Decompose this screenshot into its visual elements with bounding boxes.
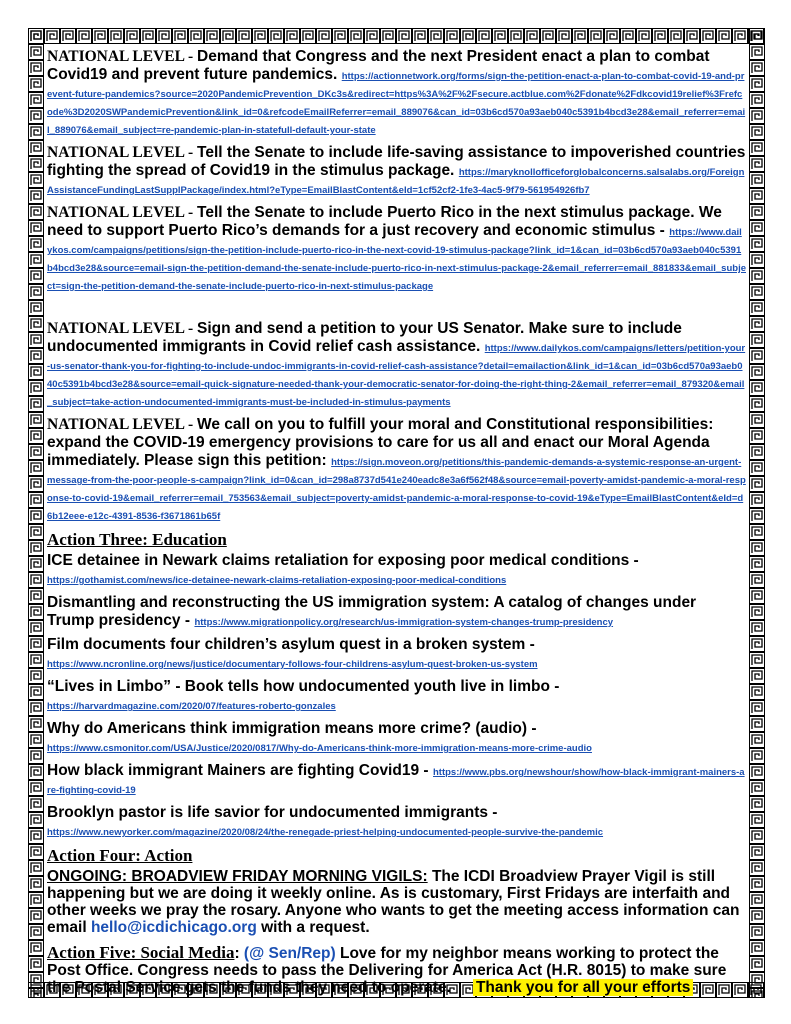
- vigil-body: The ICDI Broadview Prayer Vigil is still happening but we are doing it weekly online. As is customary, First Fridays are interfaith and other weeks we pray the rosary. Anyone who wants to get the meeting access information can email: [47, 868, 740, 936]
- national-level-label: NATIONAL LEVEL -: [47, 320, 198, 337]
- national-level-label: NATIONAL LEVEL -: [47, 204, 198, 221]
- petition-link[interactable]: https://www.dailykos.com/campaigns/petitions/sign-the-petition-include-puerto-rico-in-the-next-covid-19-stimulus-package?link_id=1&can_id=03b6cd570a93aeb040c5391b4bcd3e28&source=email-sign-the-petition-demand-the-senate-include-puerto-rico-in-next-stimulus-package-2&email_referrer=email_881833&email_subject=sign-the-petition-demand-the-senate-include-puerto-rico-in-next-stimulus-package: [47, 227, 746, 292]
- article-title: Brooklyn pastor is life savior for undocumented immigrants -: [47, 804, 498, 821]
- national-level-label: NATIONAL LEVEL -: [47, 48, 198, 65]
- education-item: [47, 552, 747, 588]
- article-title: Dismantling and reconstructing the US immigration system: A catalog of changes under Trump presidency -: [47, 594, 697, 629]
- education-item: [47, 804, 747, 840]
- education-item: [47, 762, 747, 798]
- section-heading-social: Action Five: Social Media: [47, 943, 235, 962]
- national-level-label: NATIONAL LEVEL -: [47, 144, 198, 161]
- national-item: [47, 204, 747, 294]
- article-link[interactable]: https://www.pbs.org/newshour/show/how-black-immigrant-mainers-are-fighting-covid-19: [47, 767, 745, 796]
- vigil-lead: ONGOING: BROADVIEW FRIDAY MORNING VIGILS:: [47, 868, 428, 885]
- action-text: Tell the Senate to include Puerto Rico in the next stimulus package. We need to support Puerto Rico’s demands for a just recovery and economic stimulus -: [47, 204, 722, 239]
- action-text: Demand that Congress and the next President enact a plan to combat Covid19 and prevent future pandemics.: [47, 48, 710, 83]
- section-heading-education: Action Three: Education: [47, 530, 227, 549]
- education-item: [47, 636, 747, 672]
- article-link[interactable]: https://www.csmonitor.com/USA/Justice/2020/0817/Why-do-Americans-think-more-immigration-means-more-crime-audio: [47, 743, 592, 754]
- thanks-highlight: Thank you for all your efforts: [473, 979, 693, 996]
- action-text: Tell the Senate to include life-saving assistance to impoverished countries fighting the spread of Covid19 in the stimulus package.: [47, 144, 746, 179]
- education-item: [47, 720, 747, 756]
- section-heading-action: Action Four: Action: [47, 846, 193, 865]
- article-title: Film documents four children’s asylum quest in a broken system -: [47, 636, 535, 653]
- document-body: [47, 48, 747, 996]
- education-item: [47, 678, 747, 714]
- action-text: We call on you to fulfill your moral and Constitutional responsibilities: expand the COVID-19 emergency provisions to care for us all and enact our Moral Agenda immediately. Please sign this petition:: [47, 416, 714, 469]
- heading-colon: :: [234, 945, 244, 962]
- national-item: [47, 144, 747, 198]
- border-right: [749, 28, 765, 998]
- article-link[interactable]: https://gothamist.com/news/ice-detainee-newark-claims-retaliation-exposing-poor-medical-conditions: [47, 575, 507, 586]
- national-item: [47, 320, 747, 410]
- action-text: Sign and send a petition to your US Senator. Make sure to include undocumented immigrants in Covid relief cash assistance.: [47, 320, 682, 355]
- national-level-label: NATIONAL LEVEL -: [47, 416, 198, 433]
- social-body: Love for my neighbor means working to protect the Post Office. Congress needs to pass the Delivering for America Act (H.R. 8015) to make sure the Postal Service gets the funds they need to operate.: [47, 945, 727, 996]
- social-media-paragraph: [47, 944, 747, 996]
- border-top: [28, 28, 765, 44]
- article-title: Why do Americans think immigration means more crime? (audio) -: [47, 720, 537, 737]
- petition-link[interactable]: https://www.dailykos.com/campaigns/letters/petition-your-us-senator-thank-you-for-fighting-to-include-undoc-immigrants-in-covid-relief-cash-assistance?detail=emailaction&link_id=1&can_id=03b6cd570a93aeb040c5391b4bcd3e28&source=email-quick-signature-needed-thank-your-democratic-senator-for-doing-the-right-thing-2&email_referrer=email_879320&email_subject=take-action-undocumented-immigrants-must-be-included-in-stimulus-payments: [47, 343, 746, 408]
- greek-key-border: [28, 28, 765, 998]
- spacer: [47, 300, 747, 320]
- article-link[interactable]: https://harvardmagazine.com/2020/07/features-roberto-gonzales: [47, 701, 336, 712]
- petition-link[interactable]: https://maryknollofficeforglobalconcerns.salsalabs.org/ForeignAssistanceFundingLastSupplPackage/index.html?eType=EmailBlastContent&eId=1cf52cf2-1fe3-4ac5-9f79-561954926fb7: [47, 167, 745, 196]
- vigil-paragraph: [47, 868, 747, 936]
- article-link[interactable]: https://www.migrationpolicy.org/research/us-immigration-system-changes-trump-presidency: [194, 617, 614, 628]
- national-item: [47, 416, 747, 524]
- article-title: ICE detainee in Newark claims retaliation for exposing poor medical conditions -: [47, 552, 639, 569]
- education-item: [47, 594, 747, 630]
- article-link[interactable]: https://www.ncronline.org/news/justice/documentary-follows-four-childrens-asylum-quest-broken-us-system: [47, 659, 538, 670]
- sen-rep-tag: (@ Sen/Rep): [243, 945, 336, 962]
- petition-link[interactable]: https://actionnetwork.org/forms/sign-the-petition-enact-a-plan-to-combat-covid-19-and-prevent-future-pandemics?source=2020PandemicPrevention_DKc3s&redirect=https%3A%2F%2Fsecure.actblue.com%2Fdonate%2Fdkcovid19relief%3Frefcode%3D2020SWPandemicPrevention&link_id=0&refcodeEmailReferrer=email_889076&can_id=03b6cd570a93aeb040c5391b4bcd3e28&email_referrer=email_889076&email_subject=re-pandemic-plan-in-statefull-default-your-state: [47, 71, 746, 136]
- national-item: [47, 48, 747, 138]
- email-link[interactable]: hello@icdichicago.org: [90, 919, 257, 936]
- vigil-tail: with a request.: [256, 919, 370, 936]
- border-left: [28, 28, 44, 998]
- article-title: How black immigrant Mainers are fighting Covid19 -: [47, 762, 429, 779]
- article-title: “Lives in Limbo” - Book tells how undocumented youth live in limbo -: [47, 678, 560, 695]
- article-link[interactable]: https://www.newyorker.com/magazine/2020/08/24/the-renegade-priest-helping-undocumented-people-survive-the-pandemic: [47, 827, 604, 838]
- petition-link[interactable]: https://sign.moveon.org/petitions/this-pandemic-demands-a-systemic-response-an-urgent-message-from-the-poor-people-s-campaign?link_id=0&can_id=298a8737d541e240eadc8e3a6f562f48&source=email-poverty-amidst-pandemic-a-moral-response-to-covid-19&email_referrer=email_753563&email_subject=poverty-amidst-pandemic-a-moral-response-to-covid-19&eType=EmailBlastContent&eId=d6b12eee-e12c-4391-8536-f3671861b65f: [47, 457, 746, 522]
